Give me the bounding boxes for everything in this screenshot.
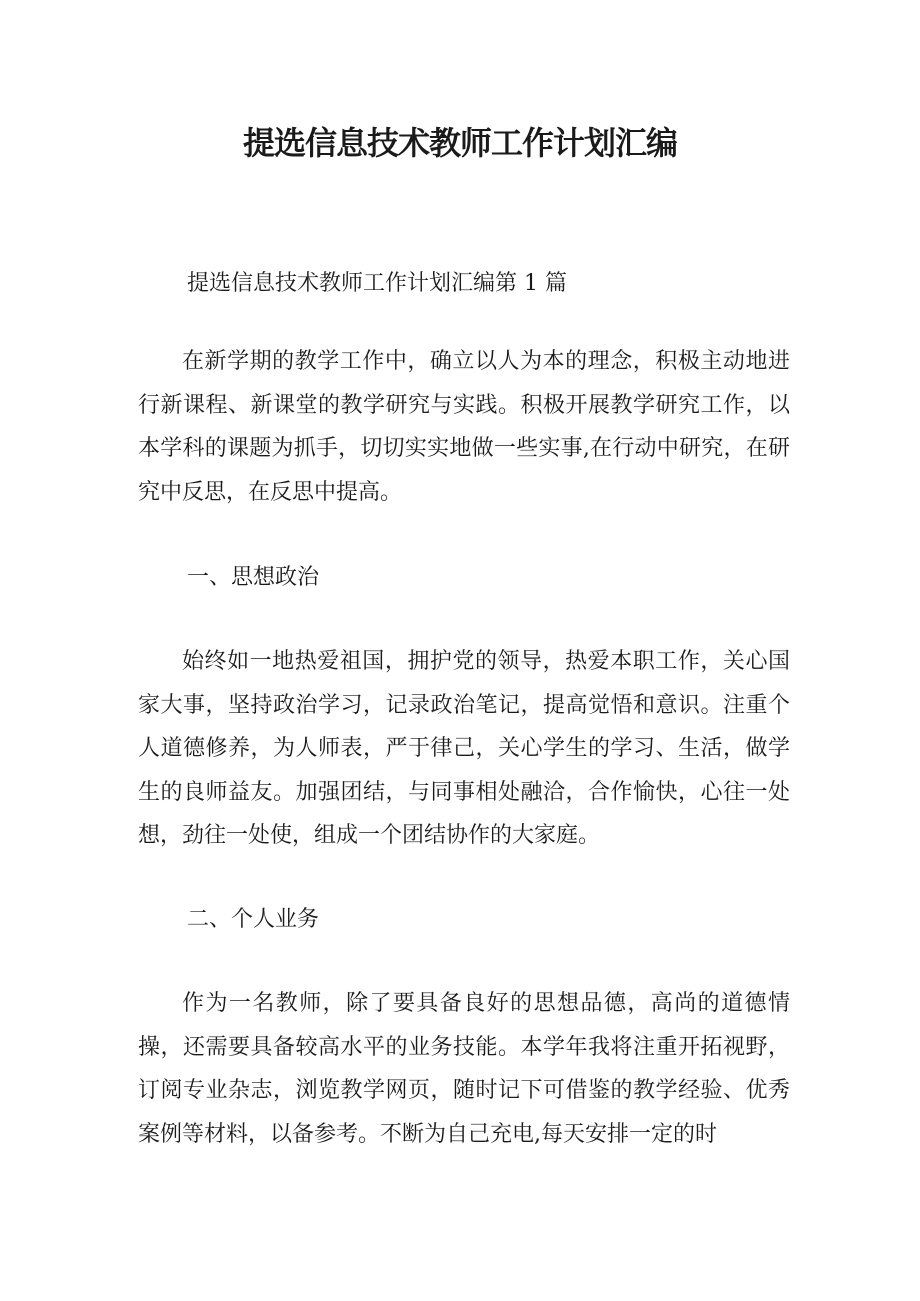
- document-subtitle: 提选信息技术教师工作计划汇编第 1 篇: [187, 271, 567, 296]
- intro-paragraph: 在新学期的教学工作中，确立以人为本的理念，积极主动地进行新课程、新课堂的教学研究与实践。积极开展教学研究工作，以本学科的课题为抓手，切切实实地做一些实事,在行动中研究，在研究中反思，在反思中提高。: [138, 349, 790, 505]
- politics-paragraph: 始终如一地热爱祖国，拥护党的领导，热爱本职工作，关心国家大事，坚持政治学习，记录政治笔记，提高觉悟和意识。注重个人道德修养，为人师表，严于律己，关心学生的学习、生活，做学生的良师益友。加强团结，与同事相处融洽，合作愉快，心往一处想，劲往一处使，组成一个团结协作的大家庭。: [138, 649, 790, 848]
- section-heading-politics: 一、思想政治: [187, 565, 320, 590]
- document-title: 提选信息技术教师工作计划汇编: [242, 124, 677, 162]
- section-heading-business: 二、个人业务: [187, 907, 320, 932]
- business-paragraph: 作为一名教师，除了要具备良好的思想品德，高尚的道德情操，还需要具备较高水平的业务技能。本学年我将注重开拓视野，订阅专业杂志，浏览教学网页，随时记下可借鉴的教学经验、优秀案例等材料，以备参考。不断为自己充电,每天安排一定的时: [138, 991, 790, 1147]
